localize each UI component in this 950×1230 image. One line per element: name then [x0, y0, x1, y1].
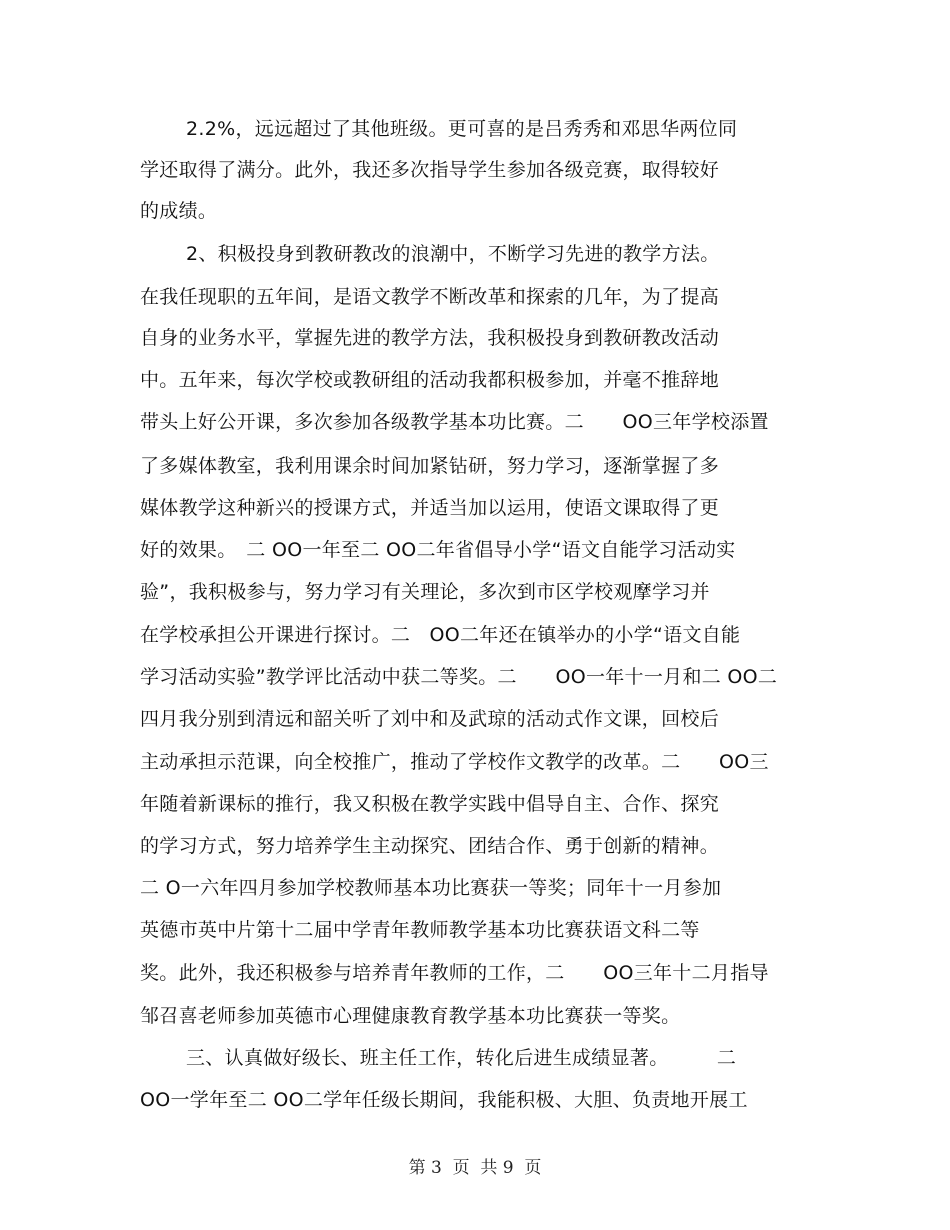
text-line: 二 O一六年四月参加学校教师基本功比赛获一等奖；同年十一月参加 — [140, 877, 722, 899]
text-line: 媒体教学这种新兴的授课方式，并适当加以运用，使语文课取得了更 — [140, 497, 720, 519]
text-line: 奖。此外，我还积极参与培养青年教师的工作，二 OO三年十二月指导 — [140, 962, 769, 984]
text-line: 在学校承担公开课进行探讨。二 OO二年还在镇举办的小学“语文自能 — [140, 624, 741, 646]
page-number-footer: 第 3 页 共 9 页 — [408, 1158, 542, 1178]
text-line: 三、认真做好级长、班主任工作，转化后进生成绩显著。 二 — [186, 1047, 737, 1069]
text-line: 在我任现职的五年间，是语文教学不断改革和探索的几年，为了提高 — [140, 286, 720, 308]
text-line: 四月我分别到清远和韶关听了刘中和及武琼的活动式作文课，回校后 — [140, 708, 720, 730]
text-line: 好的效果。 二 OO一年至二 OO二年省倡导小学“语文自能学习活动实 — [140, 539, 736, 561]
text-line: 学还取得了满分。此外，我还多次指导学生参加各级竞赛，取得较好 — [140, 159, 720, 181]
text-line: 学习活动实验”教学评比活动中获二等奖。二 OO一年十一月和二 OO二 — [140, 666, 778, 688]
text-line: 了多媒体教室，我利用课余时间加紧钻研，努力学习，逐渐掌握了多 — [140, 455, 720, 477]
text-line: 英德市英中片第十二届中学青年教师教学基本功比赛获语文科二等 — [140, 919, 700, 941]
text-line: 邹召喜老师参加英德市心理健康教育教学基本功比赛获一等奖。 — [140, 1005, 681, 1027]
text-line: 年随着新课标的推行，我又积极在教学实践中倡导自主、合作、探究 — [140, 793, 720, 815]
text-line: 带头上好公开课，多次参加各级教学基本功比赛。二 OO三年学校添置 — [140, 411, 769, 433]
text-line: 自身的业务水平，掌握先进的教学方法，我积极投身到教研教改活动 — [140, 327, 720, 349]
text-line: 验”，我积极参与，努力学习有关理论，多次到市区学校观摩学习并 — [140, 581, 710, 603]
text-line: OO一学年至二 OO二学年任级长期间，我能积极、大胆、负责地开展工 — [140, 1089, 748, 1111]
text-line: 2.2%，远远超过了其他班级。更可喜的是吕秀秀和邓思华两位同 — [186, 118, 738, 140]
text-line: 中。五年来，每次学校或教研组的活动我都积极参加，并毫不推辞地 — [140, 369, 720, 391]
text-line: 2、积极投身到教研教改的浪潮中，不断学习先进的教学方法。 — [186, 243, 720, 265]
text-line: 主动承担示范课，向全校推广，推动了学校作文教学的改革。二 OO三 — [140, 751, 769, 773]
text-line: 的成绩。 — [140, 200, 218, 222]
text-line: 的学习方式，努力培养学生主动探究、团结合作、勇于创新的精神。 — [140, 835, 720, 857]
